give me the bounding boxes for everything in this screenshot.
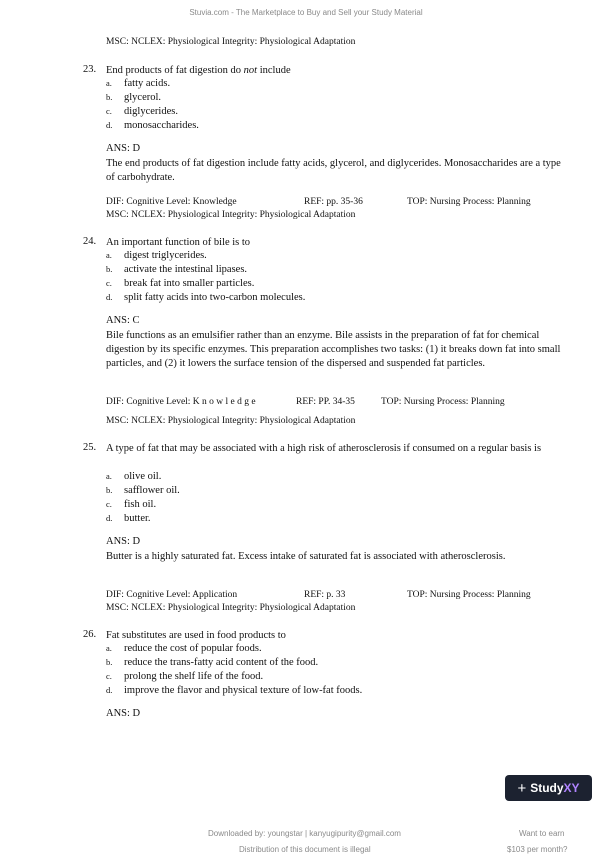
option-a: a. reduce the cost of popular foods. (106, 643, 262, 654)
top: TOP: Nursing Process: Planning (407, 197, 531, 207)
msc: MSC: NCLEX: Physiological Integrity: Physiological Adaptation (106, 603, 356, 613)
rationale: Bile functions as an emulsifier rather than an enzyme. Bile assists in the preparation of fat for chemical digestion by its specific enzymes. This preparation accomplishes two tasks: (1) it breaks down fat into small particles, and (2) it lowers the surface tension of the dispersed and suspended fat particles. (106, 330, 561, 369)
plus-icon: + (517, 779, 527, 797)
dif: DIF: Cognitive Level: Application (106, 590, 238, 600)
question-stem: A type of fat that may be associated with a high risk of atherosclerosis if consumed on a regular basis is (106, 443, 542, 454)
option-d: d. split fatty acids into two-carbon molecules. (106, 292, 306, 303)
answer: ANS: D (106, 536, 141, 547)
option-d: d. butter. (106, 513, 151, 524)
option-d: d. monosaccharides. (106, 120, 199, 131)
earn-promo-line2[interactable]: $103 per month? (507, 845, 568, 854)
option-c: c. break fat into smaller particles. (106, 278, 255, 289)
question-number: 23. (83, 64, 97, 75)
question-stem: An important function of bile is to (106, 237, 251, 248)
option-c: c. prolong the shelf life of the food. (106, 671, 264, 682)
dif: DIF: Cognitive Level: Knowledge (106, 197, 237, 207)
option-d: d. improve the flavor and physical texture of low-fat foods. (106, 685, 363, 696)
rationale: The end products of fat digestion include fatty acids, glycerol, and diglycerides. Monosaccharides are a type of carbohydrate. (106, 158, 561, 183)
msc: MSC: NCLEX: Physiological Integrity: Physiological Adaptation (106, 210, 356, 220)
answer: ANS: D (106, 708, 141, 719)
option-b: b. reduce the trans-fatty acid content of the food. (106, 657, 319, 668)
answer: ANS: C (106, 315, 140, 326)
studyxy-logo[interactable]: + StudyXY (505, 775, 592, 801)
question-stem: Fat substitutes are used in food products to (106, 630, 286, 641)
downloaded-by: Downloaded by: youngstar | kanyugipurity@gmail.com (208, 829, 401, 838)
rationale: Butter is a highly saturated fat. Excess intake of saturated fat is associated with atherosclerosis. (106, 551, 506, 562)
question-stem: End products of fat digestion do not include (106, 65, 291, 76)
msc: MSC: NCLEX: Physiological Integrity: Physiological Adaptation (106, 416, 356, 426)
stuvia-banner: Stuvia.com - The Marketplace to Buy and Sell your Study Material (189, 8, 423, 17)
ref: REF: pp. 35-36 (304, 197, 363, 207)
ref: REF: PP. 34-35 (296, 397, 355, 407)
top: TOP: Nursing Process: Planning (407, 590, 531, 600)
option-a: a. olive oil. (106, 471, 162, 482)
option-b: b. safflower oil. (106, 485, 180, 496)
dif: DIF: Cognitive Level: K n o w l e d g e (106, 397, 256, 407)
question-number: 24. (83, 236, 97, 247)
distribution-notice: Distribution of this document is illegal (239, 845, 371, 854)
option-b: b. glycerol. (106, 92, 162, 103)
option-b: b. activate the intestinal lipases. (106, 264, 248, 275)
option-c: c. fish oil. (106, 499, 157, 510)
earn-promo-line1[interactable]: Want to earn (519, 829, 565, 838)
ref: REF: p. 33 (304, 590, 346, 600)
option-a: a. digest triglycerides. (106, 250, 207, 261)
top: TOP: Nursing Process: Planning (381, 397, 505, 407)
question-number: 25. (83, 442, 97, 453)
carryover-msc: MSC: NCLEX: Physiological Integrity: Physiological Adaptation (106, 37, 356, 47)
answer: ANS: D (106, 143, 141, 154)
option-c: c. diglycerides. (106, 106, 178, 117)
question-number: 26. (83, 629, 97, 640)
option-a: a. fatty acids. (106, 78, 171, 89)
